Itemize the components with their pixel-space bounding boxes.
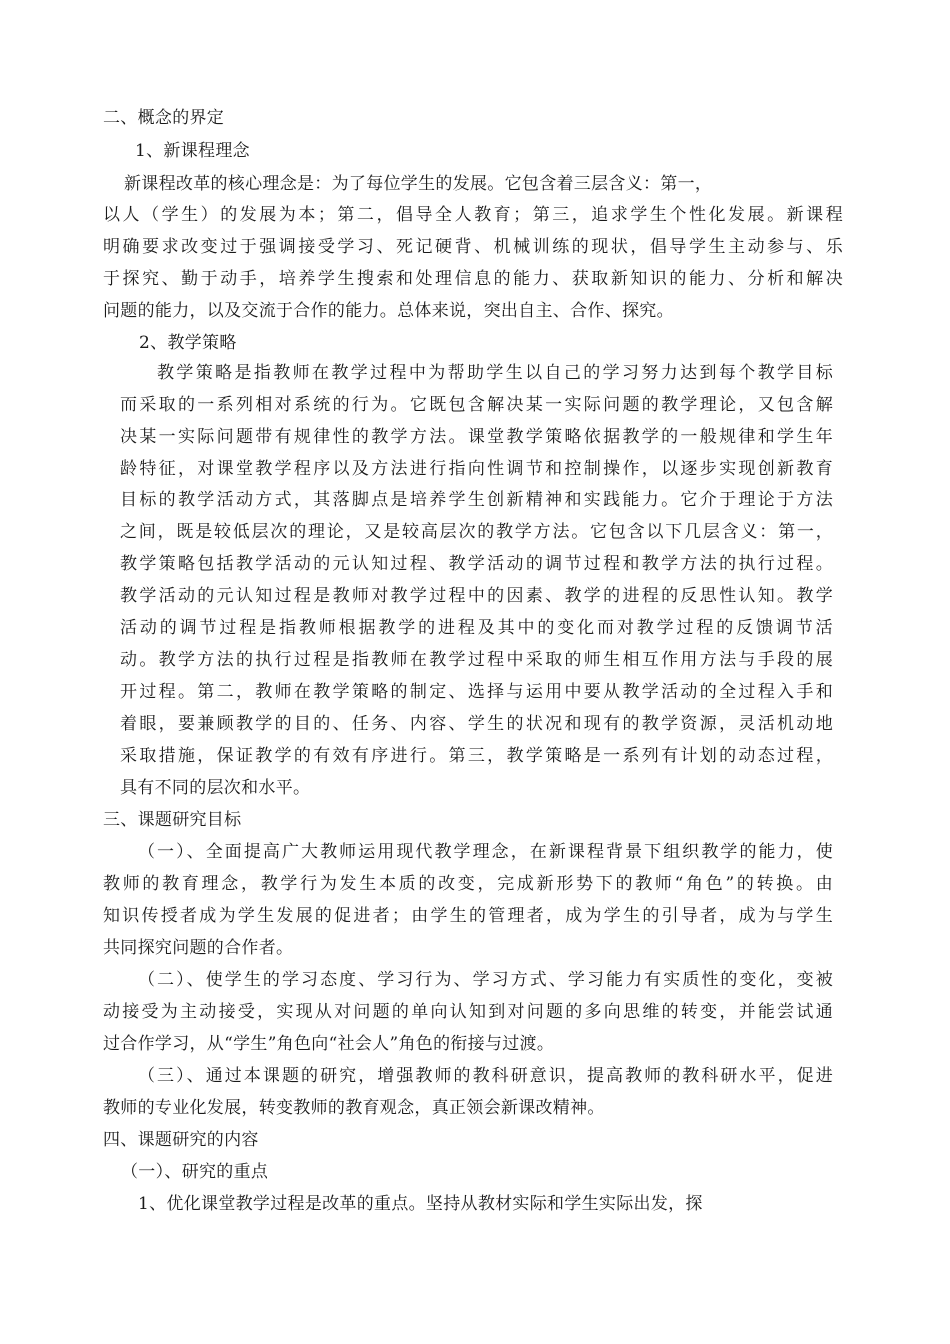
- section-heading: 三、课题研究目标: [103, 810, 242, 830]
- paragraph-line: （二）、使学生的学习态度、学习行为、学习方式、学习能力有实质性的变化，变被: [138, 970, 833, 990]
- section-heading: 四、课题研究的内容: [103, 1130, 259, 1150]
- paragraph-line: 明确要求改变过于强调接受学习、死记硬背、机械训练的现状，倡导学生主动参与、乐: [103, 237, 843, 257]
- paragraph-line: 1、优化课堂教学过程是改革的重点。坚持从教材实际和学生实际出发，探: [138, 1194, 703, 1214]
- paragraph-line: 于探究、勤于动手，培养学生搜索和处理信息的能力、获取新知识的能力、分析和解决: [103, 269, 843, 289]
- paragraph-line: 以人（学生）的发展为本；第二，倡导全人教育；第三，追求学生个性化发展。新课程: [103, 205, 843, 225]
- paragraph-line: 活动的调节过程是指教师根据教学的进程及其中的变化而对教学过程的反馈调节活: [120, 618, 833, 638]
- subsection-title: 1、新课程理念: [135, 141, 250, 161]
- paragraph-line: 开过程。第二，教师在教学策略的制定、选择与运用中要从教学活动的全过程入手和: [120, 682, 833, 702]
- paragraph-line: 问题的能力，以及交流于合作的能力。总体来说，突出自主、合作、探究。: [103, 301, 674, 321]
- section-heading: 二、概念的界定: [103, 108, 225, 128]
- paragraph-line: （三）、通过本课题的研究，增强教师的教科研意识，提高教师的教科研水平，促进: [138, 1066, 833, 1086]
- paragraph-line: 教学活动的元认知过程是教师对教学过程中的因素、教学的进程的反思性认知。教学: [120, 586, 833, 606]
- paragraph-line: 动。教学方法的执行过程是指教师在教学过程中采取的师生相互作用方法与手段的展: [120, 650, 833, 670]
- paragraph-line: 而采取的一系列相对系统的行为。它既包含解决某一实际问题的教学理论，又包含解: [120, 395, 833, 415]
- paragraph-line: 龄特征，对课堂教学程序以及方法进行指向性调节和控制操作，以逐步实现创新教育: [120, 459, 833, 479]
- paragraph-line: 着眼，要兼顾教学的目的、任务、内容、学生的状况和现有的教学资源，灵活机动地: [120, 714, 833, 734]
- paragraph-line: 采取措施，保证教学的有效有序进行。第三，教学策略是一系列有计划的动态过程，: [120, 746, 833, 766]
- paragraph-line: 决某一实际问题带有规律性的教学方法。课堂教学策略依据教学的一般规律和学生年: [120, 427, 833, 447]
- paragraph-line: 知识传授者成为学生发展的促进者；由学生的管理者，成为学生的引导者，成为与学生: [103, 906, 833, 926]
- subsection-title: 2、教学策略: [139, 333, 237, 353]
- paragraph-line: （一）、全面提高广大教师运用现代教学理念，在新课程背景下组织教学的能力，使: [138, 842, 833, 862]
- paragraph-line: 过合作学习，从“学生”角色向“社会人”角色的衔接与过渡。: [103, 1034, 555, 1054]
- paragraph-line: 新课程改革的核心理念是：为了每位学生的发展。它包含着三层含义：第一，: [124, 174, 713, 194]
- paragraph-line: 具有不同的层次和水平。: [120, 778, 311, 798]
- paragraph-line: 教师的教育理念，教学行为发生本质的改变，完成新形势下的教师“角色”的转换。由: [103, 874, 833, 894]
- subsection-title: （一）、研究的重点: [121, 1162, 269, 1182]
- paragraph-line: 教师的专业化发展，转变教师的教育观念，真正领会新课改精神。: [103, 1098, 605, 1118]
- paragraph-line: 动接受为主动接受，实现从对问题的单向认知到对问题的多向思维的转变，并能尝试通: [103, 1002, 833, 1022]
- paragraph-line: 教学策略是指教师在教学过程中为帮助学生以自己的学习努力达到每个教学目标: [157, 363, 833, 383]
- paragraph-line: 教学策略包括教学活动的元认知过程、教学活动的调节过程和教学方法的执行过程。: [120, 554, 833, 574]
- paragraph-line: 共同探究问题的合作者。: [103, 938, 294, 958]
- paragraph-line: 目标的教学活动方式，其落脚点是培养学生创新精神和实践能力。它介于理论于方法: [120, 490, 833, 510]
- paragraph-line: 之间，既是较低层次的理论，又是较高层次的教学方法。它包含以下几层含义：第一，: [120, 522, 833, 542]
